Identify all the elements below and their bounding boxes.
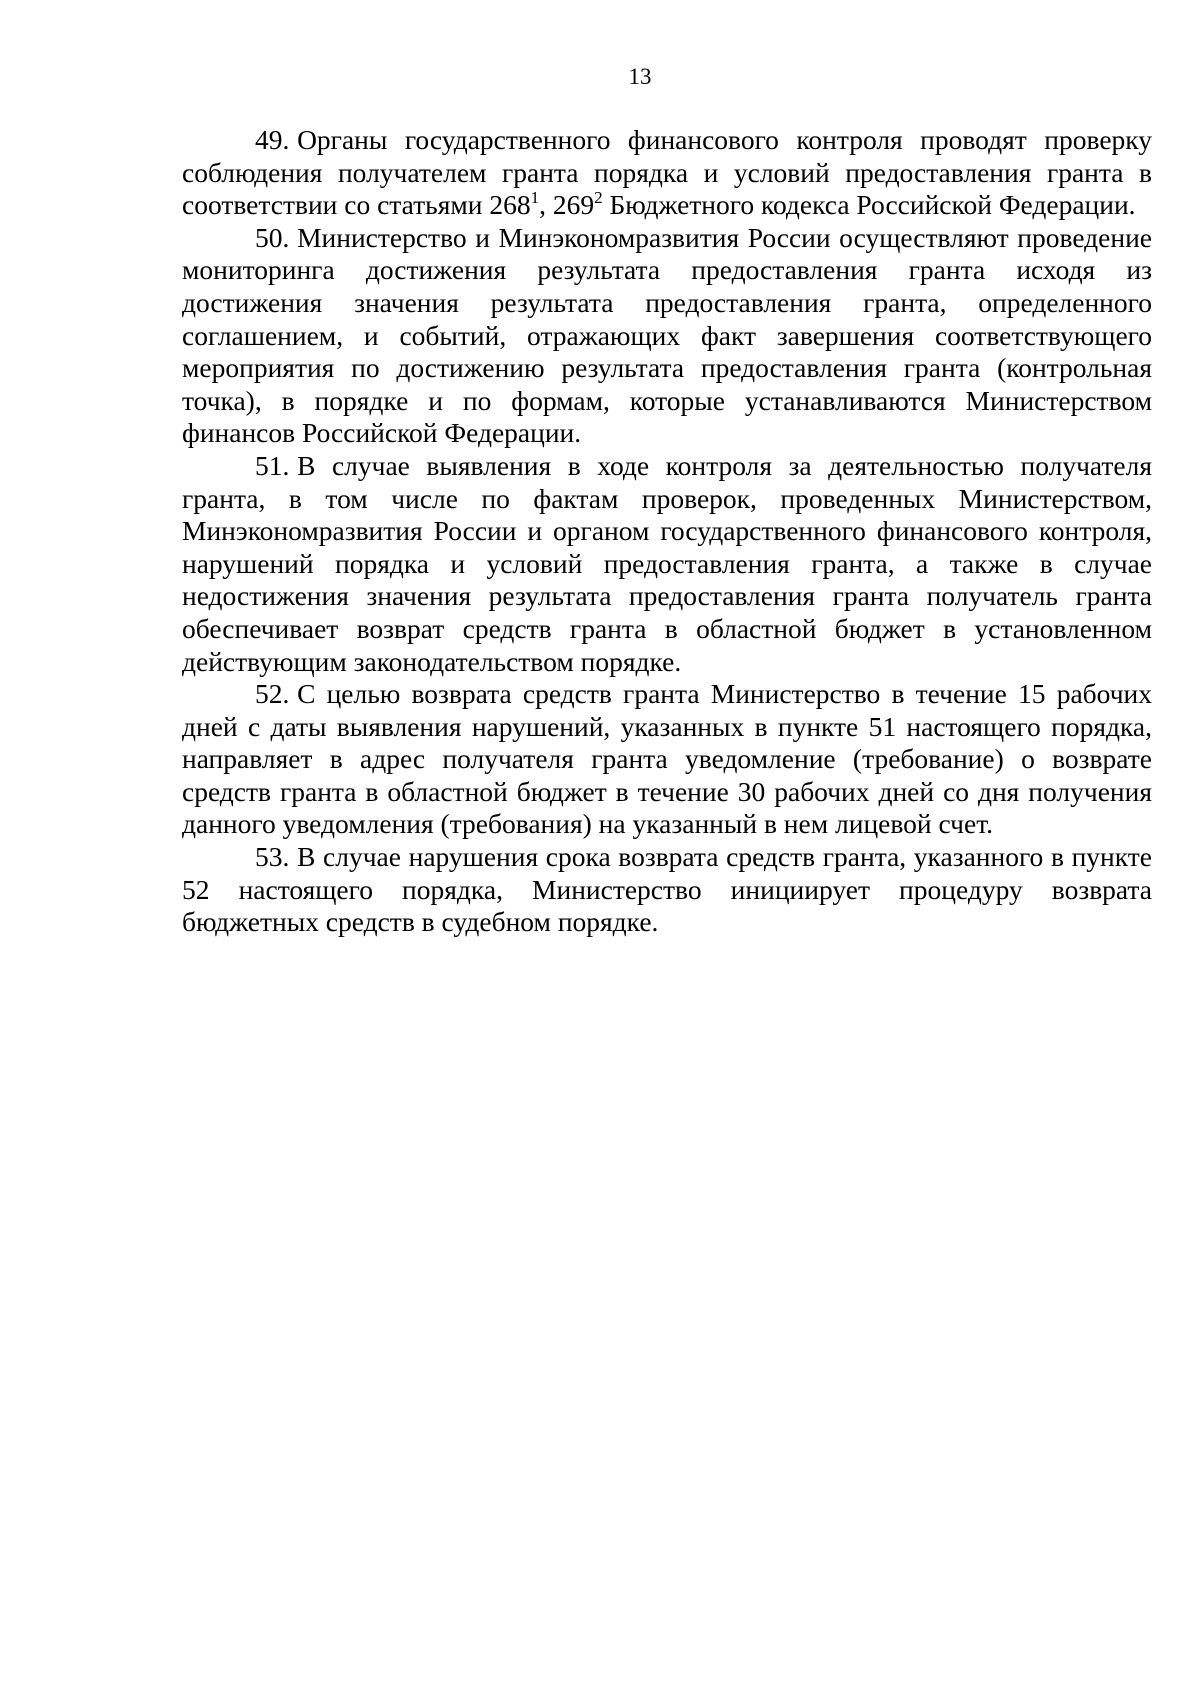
paragraph-51 <box>182 450 1152 678</box>
paragraph-text: Министерство и Минэкономразвития России осуществляют проведение мониторинга достижения результата предоставления гранта исходя из достижения значения результата предоставления гранта, определенного соглашением, и событий, отражающих факт завершения соответствующего мероприятия по достижению результата предоставления гранта (контрольная точка), в порядке и по формам, которые устанавливаются Министерством финансов Российской Федерации. <box>182 221 1152 449</box>
paragraph-49 <box>182 124 1152 222</box>
paragraph-text: В случае нарушения срока возврата средств гранта, указанного в пункте 52 настоящего порядка, Министерство инициирует процедуру возврата бюджетных средств в судебном порядке. <box>182 841 1152 938</box>
paragraph-text: С целью возврата средств гранта Министерство в течение 15 рабочих дней с даты выявления нарушений, указанных в пункте 51 настоящего порядка, направляет в адрес получателя гранта уведомление (требование) о возврате средств гранта в областной бюджет в течение 30 рабочих дней со дня получения данного уведомления (требования) на указанный в нем лицевой счет. <box>182 678 1152 840</box>
paragraph-text: , 269 <box>539 189 595 221</box>
paragraph-text: В случае выявления в ходе контроля за деятельностью получателя гранта, в том числе по фактам проверок, проведенных Министерством, Минэкономразвития России и органом государственного финансового контроля, нарушений порядка и условий предоставления гранта, а также в случае недостижения значения результата предоставления гранта получатель гранта обеспечивает возврат средств гранта в областной бюджет в установленном действующим законодательством порядке. <box>182 449 1152 677</box>
paragraph-number: 49. <box>255 124 290 155</box>
paragraph-53 <box>182 841 1152 939</box>
paragraph-number: 51. <box>255 449 290 481</box>
paragraph-number: 50. <box>255 221 290 253</box>
document-body <box>182 124 1152 939</box>
paragraph-number: 53. <box>255 841 290 873</box>
page-number: 13 <box>628 64 652 89</box>
superscript-reference: 2 <box>594 188 603 208</box>
paragraph-52 <box>182 678 1152 841</box>
paragraph-text: Бюджетного кодекса Российской Федерации. <box>602 189 1136 221</box>
paragraph-number: 52. <box>255 678 290 710</box>
paragraph-50 <box>182 222 1152 450</box>
paragraph-text: Органы государственного финансового контроля проводят проверку соблюдения получателем гранта порядка и условий предоставления гранта в соответствии со статьями 268 <box>182 124 1152 221</box>
superscript-reference: 1 <box>530 188 540 208</box>
